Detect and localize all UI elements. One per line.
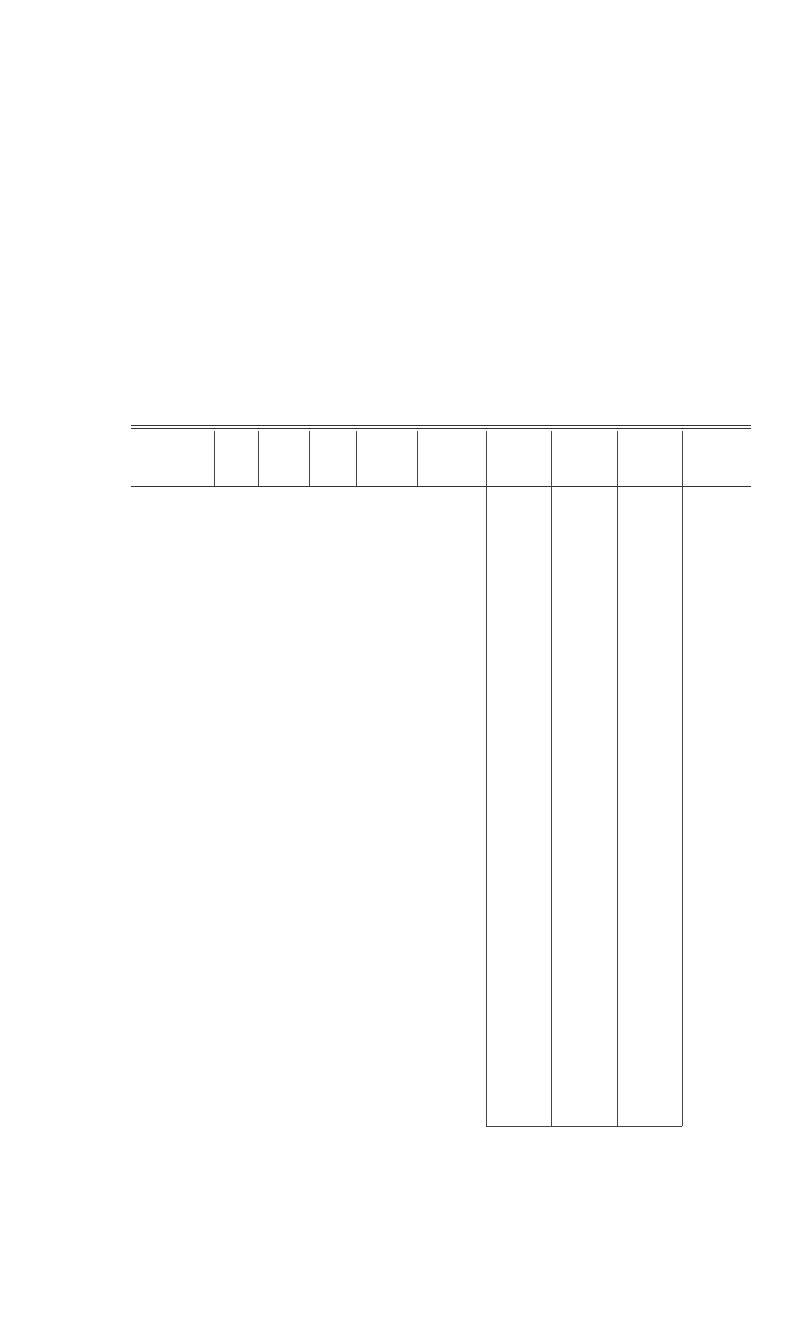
- col-divider: [486, 431, 487, 1126]
- col-divider: [417, 431, 418, 486]
- top-rule-inner: [131, 428, 751, 429]
- col-divider: [356, 431, 357, 486]
- running-header: [0, 120, 800, 150]
- col-divider: [309, 431, 310, 486]
- averages-bottom-rule: [486, 1126, 682, 1127]
- col-divider: [258, 431, 259, 486]
- header-rule: [131, 486, 751, 487]
- top-rule: [131, 425, 751, 426]
- col-divider: [617, 431, 618, 1126]
- col-divider: [551, 431, 552, 1126]
- col-divider: [214, 431, 215, 486]
- col-divider: [682, 431, 683, 1126]
